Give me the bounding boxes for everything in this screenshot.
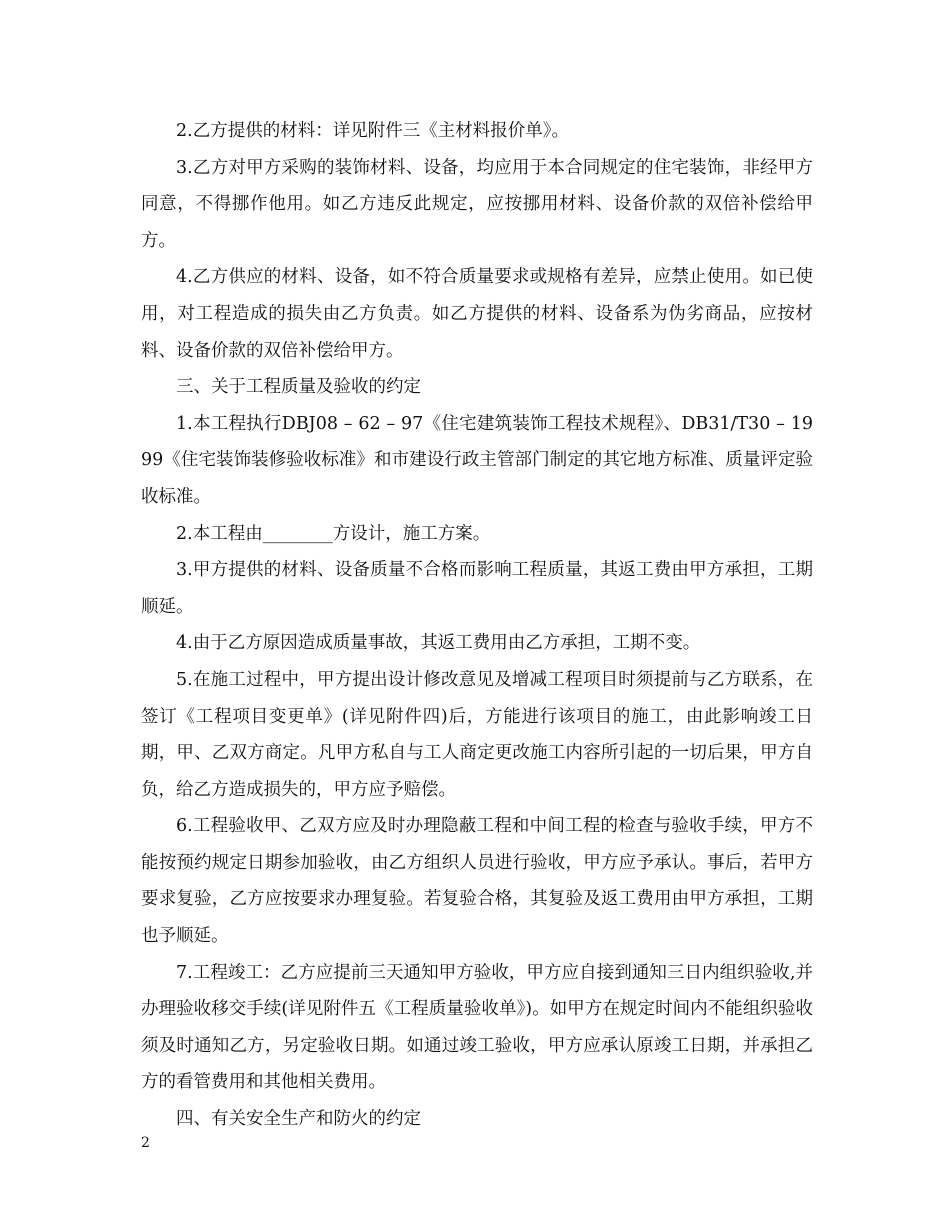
- paragraph-standards: 1.本工程执行DBJ08 – 62 – 97《住宅建筑装饰工程技术规程》、DB31/T30 – 1999《住宅装饰装修验收标准》和市建设行政主管部门制定的其它地方标准、质量评定验收标准。: [141, 413, 813, 507]
- paragraph-design: 2.本工程由________方设计，施工方案。: [176, 523, 491, 544]
- paragraph-materials-purchased: 3.乙方对甲方采购的装饰材料、设备，均应用于本合同规定的住宅装饰，非经甲方同意，不得挪作他用。如乙方违反此规定，应按挪用材料、设备价款的双倍补偿给甲方。: [141, 157, 813, 251]
- paragraph-rework-party-a: 3.甲方提供的材料、设备质量不合格而影响工程质量，其返工费由甲方承担，工期顺延。: [141, 560, 813, 617]
- paragraph-materials-supplied: 2.乙方提供的材料：详见附件三《主材料报价单》。: [176, 121, 569, 141]
- paragraph-inspection: 6.工程验收甲、乙双方应及时办理隐蔽工程和中间工程的检查与验收手续，甲方不能按预约规定日期参加验收，由乙方组织人员进行验收，甲方应予承认。事后，若甲方要求复验，乙方应按要求办理复验。若复验合格，其复验及返工费用由甲方承担，工期也予顺延。: [141, 816, 813, 947]
- paragraph-design-changes: 5.在施工过程中，甲方提出设计修改意见及增减工程项目时须提前与乙方联系，在签订《工程项目变更单》(详见附件四)后，方能进行该项目的施工，由此影响竣工日期，甲、乙双方商定。凡甲方私自与工人商定更改施工内容所引起的一切后果，甲方自负，给乙方造成损失的，甲方应予赔偿。: [141, 669, 813, 800]
- page-number: 2: [141, 1135, 150, 1151]
- paragraph-materials-quality: 4.乙方供应的材料、设备，如不符合质量要求或规格有差异，应禁止使用。如已使用，对工程造成的损失由乙方负责。如乙方提供的材料、设备系为伪劣商品，应按材料、设备价款的双倍补偿给甲方。: [141, 267, 813, 361]
- section-heading-safety: 四、有关安全生产和防火的约定: [176, 1109, 421, 1130]
- section-heading-quality: 三、关于工程质量及验收的约定: [176, 377, 421, 398]
- paragraph-completion: 7.工程竣工：乙方应提前三天通知甲方验收，甲方应自接到通知三日内组织验收,并办理验收移交手续(详见附件五《工程质量验收单》)。如甲方在规定时间内不能组织验收须及时通知乙方，另定验收日期。如通过竣工验收，甲方应承认原竣工日期，并承担乙方的看管费用和其他相关费用。: [141, 962, 813, 1093]
- paragraph-rework-party-b: 4.由于乙方原因造成质量事故，其返工费用由乙方承担，工期不变。: [176, 633, 701, 654]
- document-body: [141, 113, 813, 1138]
